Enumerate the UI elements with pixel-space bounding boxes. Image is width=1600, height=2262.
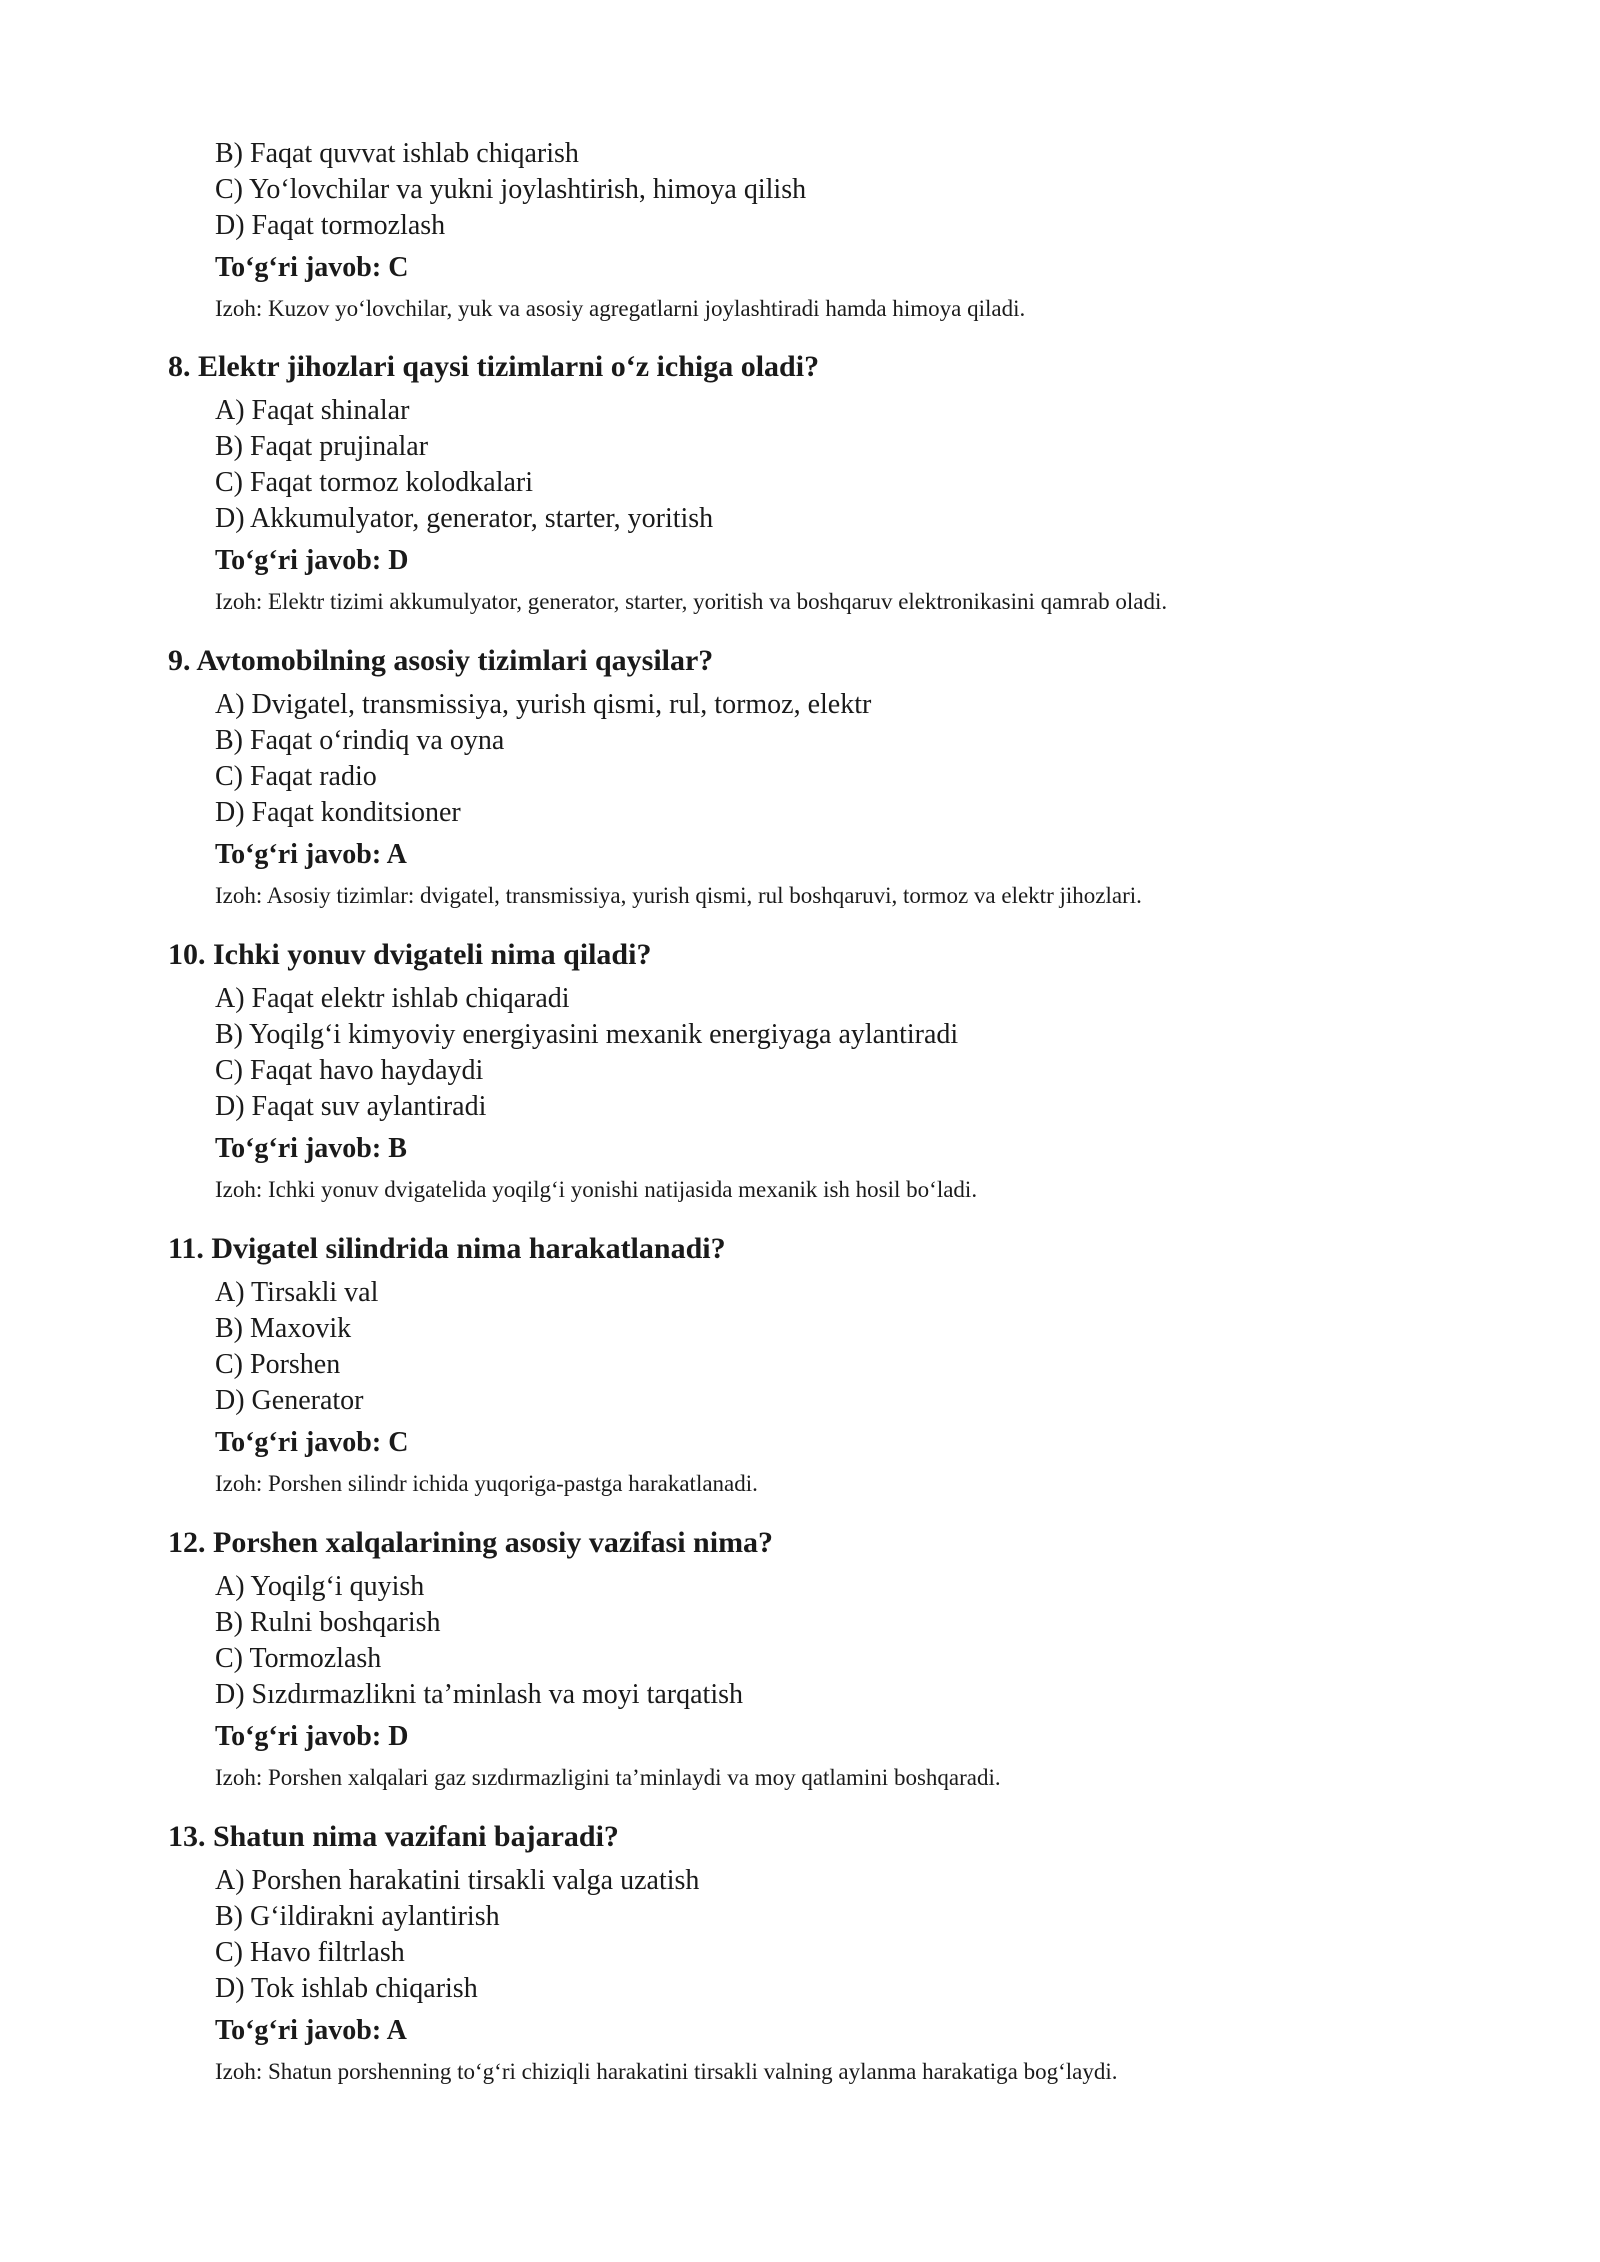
question-block	[168, 643, 1468, 911]
correct-answer-label: To‘g‘ri javob:	[215, 252, 382, 283]
correct-answer-value: B	[388, 1133, 407, 1164]
answer-option: A) Faqat shinalar	[215, 395, 410, 426]
answer-option: A) Porshen harakatini tirsakli valga uzatish	[215, 1865, 700, 1896]
question-title: 11. Dvigatel silindrida nima harakatlanadi?	[168, 1232, 726, 1265]
answer-option: B) G‘ildirakni aylantirish	[215, 1901, 500, 1932]
explanation: Izoh: Kuzov yo‘lovchilar, yuk va asosiy agregatlarni joylashtiradi hamda himoya qiladi.	[215, 296, 1026, 321]
answer-option: A) Yoqilg‘i quyish	[215, 1571, 425, 1602]
options-list	[215, 1569, 1468, 1793]
answer-option: C) Faqat radio	[215, 761, 377, 792]
answer-option: B) Rulni boshqarish	[215, 1607, 441, 1638]
correct-answer	[215, 2013, 1468, 2049]
correct-answer	[215, 1131, 1468, 1167]
correct-answer-value: D	[388, 545, 409, 576]
options-list	[215, 1275, 1468, 1499]
answer-option: C) Havo filtrlash	[215, 1937, 405, 1968]
correct-answer-label: To‘g‘ri javob:	[215, 545, 382, 576]
answer-option: C) Faqat tormoz kolodkalari	[215, 467, 534, 498]
correct-answer-label: To‘g‘ri javob:	[215, 839, 382, 870]
correct-answer-value: A	[386, 839, 407, 870]
options-list	[215, 981, 1468, 1205]
question-title: 12. Porshen xalqalarining asosiy vazifasi nima?	[168, 1526, 774, 1559]
question-block	[168, 1525, 1468, 1793]
answer-option: A) Faqat elektr ishlab chiqaradi	[215, 983, 570, 1014]
question-title: 9. Avtomobilning asosiy tizimlari qaysilar?	[168, 644, 714, 677]
correct-answer	[215, 837, 1468, 873]
answer-option: B) Faqat quvvat ishlab chiqarish	[215, 138, 579, 169]
correct-answer-value: A	[386, 2015, 407, 2046]
correct-answer-label: To‘g‘ri javob:	[215, 1721, 382, 1752]
question-block	[168, 1231, 1468, 1499]
correct-answer-value: C	[388, 252, 409, 283]
question-title: 8. Elektr jihozlari qaysi tizimlarni o‘z ichiga oladi?	[168, 350, 820, 383]
correct-answer-label: To‘g‘ri javob:	[215, 2015, 382, 2046]
correct-answer	[215, 543, 1468, 579]
correct-answer-label: To‘g‘ri javob:	[215, 1133, 382, 1164]
explanation: Izoh: Porshen xalqalari gaz sızdırmazligini ta’minlaydi va moy qatlamini boshqaradi.	[215, 1765, 1001, 1790]
options-list	[215, 1863, 1468, 2087]
answer-option: D) Faqat suv aylantiradi	[215, 1091, 487, 1122]
answer-option: D) Tok ishlab chiqarish	[215, 1973, 478, 2004]
answer-option: D) Faqat konditsioner	[215, 797, 461, 828]
answer-option: B) Faqat o‘rindiq va oyna	[215, 725, 505, 756]
answer-option: C) Yo‘lovchilar va yukni joylashtirish, himoya qilish	[215, 174, 807, 205]
correct-answer-value: D	[388, 1721, 409, 1752]
correct-answer-value: C	[388, 1427, 409, 1458]
answer-option: D) Sızdırmazlikni ta’minlash va moyi tarqatish	[215, 1679, 743, 1710]
answer-option: D) Generator	[215, 1385, 364, 1416]
answer-option: B) Yoqilg‘i kimyoviy energiyasini mexanik energiyaga aylantiradi	[215, 1019, 959, 1050]
answer-option: C) Porshen	[215, 1349, 341, 1380]
explanation: Izoh: Ichki yonuv dvigatelida yoqilg‘i yonishi natijasida mexanik ish hosil bo‘ladi.	[215, 1177, 978, 1202]
prev-question-tail	[215, 136, 1025, 324]
question-block	[168, 937, 1468, 1205]
answer-option: D) Faqat tormozlash	[215, 210, 446, 241]
options-list	[215, 687, 1468, 911]
question-title: 10. Ichki yonuv dvigateli nima qiladi?	[168, 938, 652, 971]
answer-option: C) Faqat havo haydaydi	[215, 1055, 484, 1086]
explanation: Izoh: Elektr tizimi akkumulyator, generator, starter, yoritish va boshqaruv elektronikasini qamrab oladi.	[215, 589, 1168, 614]
correct-answer	[215, 1425, 1468, 1461]
answer-option: D) Akkumulyator, generator, starter, yoritish	[215, 503, 714, 534]
answer-option: C) Tormozlash	[215, 1643, 382, 1674]
correct-answer	[215, 250, 1025, 286]
answer-option: B) Faqat prujinalar	[215, 431, 429, 462]
correct-answer-label: To‘g‘ri javob:	[215, 1427, 382, 1458]
answer-option: B) Maxovik	[215, 1313, 352, 1344]
correct-answer	[215, 1719, 1468, 1755]
explanation: Izoh: Porshen silindr ichida yuqoriga-pastga harakatlanadi.	[215, 1471, 758, 1496]
answer-option: A) Dvigatel, transmissiya, yurish qismi, rul, tormoz, elektr	[215, 689, 872, 720]
question-block	[168, 1819, 1468, 2087]
question-block	[168, 349, 1468, 617]
explanation: Izoh: Asosiy tizimlar: dvigatel, transmissiya, yurish qismi, rul boshqaruvi, tormoz va elektr jihozlari.	[215, 883, 1142, 908]
answer-option: A) Tirsakli val	[215, 1277, 379, 1308]
question-title: 13. Shatun nima vazifani bajaradi?	[168, 1820, 619, 1853]
explanation: Izoh: Shatun porshenning to‘g‘ri chiziqli harakatini tirsakli valning aylanma harakatiga bog‘laydi.	[215, 2059, 1118, 2084]
options-list	[215, 393, 1468, 617]
